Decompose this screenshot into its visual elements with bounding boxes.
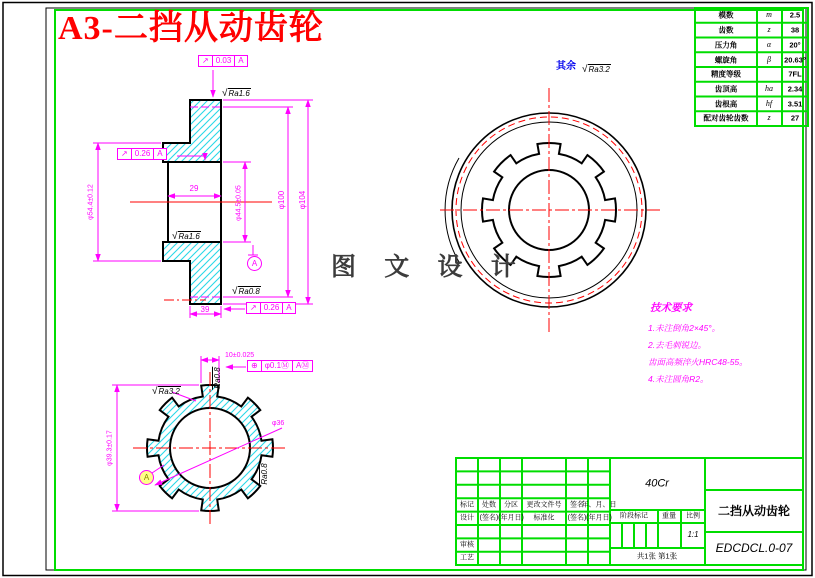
tech-note-line: 1.未注倒角2×45°。 (648, 323, 721, 333)
titleblock-cell: 设计 (460, 514, 474, 522)
position-icon: ⊕ (248, 361, 262, 371)
tolerance-value: 0.26 (261, 303, 284, 313)
dim-key-width: 10±0.025 (225, 352, 255, 359)
position-tolerance-frame (247, 360, 313, 372)
tolerance-datum: AⓂ (296, 361, 310, 370)
gear-param-value: 27 (790, 113, 800, 123)
titleblock-cell: 签名 (570, 501, 584, 509)
gear-param-symbol: hf (765, 99, 773, 108)
surface-finish-spline-top: √Ra3.2 (152, 386, 180, 397)
gear-param-value: 38 (790, 25, 800, 35)
part-name: 二挡从动齿轮 (717, 504, 791, 518)
surface-note-prefix: 其余 (556, 61, 576, 72)
main-section-view (130, 100, 272, 304)
gear-param-label: 齿顶高 (714, 84, 738, 94)
dim-bore-diameter: φ44.5±0.05 (235, 185, 243, 221)
gear-param-label: 齿根高 (714, 99, 738, 109)
stage-label: 阶段标记 (620, 512, 648, 520)
dim-tip-diameter: φ104 (298, 190, 307, 210)
material-spec: 40Cr (645, 477, 669, 490)
datum-a-symbol: A (247, 256, 262, 271)
dim-hub-diameter: φ54.4±0.12 (87, 184, 95, 220)
gear-param-value: 20° (789, 40, 801, 50)
tolerance-datum: A (238, 56, 244, 65)
gear-param-label: 配对齿轮齿数 (703, 113, 749, 123)
runout-icon: ↗ (247, 303, 261, 313)
front-view (440, 88, 660, 334)
runout-icon: ↗ (199, 56, 213, 66)
weight-label: 重量 (662, 512, 676, 520)
runout-icon: ↗ (118, 149, 132, 159)
gear-param-value: 2.34 (787, 84, 803, 94)
gear-param-value: 3.51 (787, 99, 803, 109)
surface-finish-icon: √ (152, 386, 158, 397)
gear-param-symbol: m (766, 10, 772, 19)
titleblock-cell: 更改文件号 (526, 501, 562, 509)
gear-param-value: 7FL (788, 69, 802, 79)
scale-label: 比例 (686, 512, 700, 520)
drawing-number: EDCDCL.0-07 (715, 541, 793, 555)
titleblock-cell: (年月日) (586, 514, 612, 522)
titleblock-cell: (年月日) (498, 514, 524, 522)
tech-note-line: 2.去毛刺锐边。 (648, 340, 707, 350)
surface-finish-top: √Ra1.6 (222, 88, 250, 99)
surface-finish-face: √Ra0.8 (232, 286, 260, 297)
dim-face-width: 29 (189, 184, 199, 193)
gear-param-label: 齿数 (718, 25, 734, 35)
page-title: A3-二挡从动齿轮 (58, 10, 324, 47)
gear-param-value: 20.63° (784, 55, 806, 65)
gear-param-label: 螺旋角 (714, 55, 738, 65)
runout-tolerance-frame-bottom (246, 302, 296, 314)
tolerance-datum: A (157, 149, 163, 158)
dim-pitch-diameter: φ100 (277, 190, 286, 210)
surface-finish-icon: √ (222, 88, 228, 99)
dim-major-diameter: φ39.3±0.17 (106, 430, 114, 466)
datum-a-target: A (139, 470, 154, 485)
dim-hub-width: 39 (200, 305, 210, 314)
surface-finish-icon: √ (582, 64, 588, 75)
titleblock-cell-shenhe: 审核 (460, 541, 474, 549)
page-frame (3, 3, 812, 576)
surface-finish-spline-flank1: Ra0.8 (213, 367, 222, 389)
tolerance-value: 0.26 (132, 149, 155, 159)
titleblock-cell: 标准化 (533, 514, 555, 522)
runout-tolerance-frame-top (198, 55, 248, 67)
sheet-count: 共1张 第1张 (636, 551, 678, 561)
gear-param-symbol: ha (765, 84, 773, 93)
surface-finish-general: √Ra3.2 (582, 64, 610, 75)
gear-param-label: 精度等级 (711, 69, 741, 79)
gear-param-symbol: β (767, 55, 771, 64)
gear-param-symbol: α (766, 40, 772, 49)
titleblock-cell: 处数 (482, 501, 496, 509)
tolerance-value: 0.03 (213, 56, 236, 66)
tolerance-datum: A (286, 303, 292, 312)
surface-finish-icon: √ (232, 286, 238, 297)
surface-finish-bore: √Ra1.6 (172, 231, 200, 242)
gear-param-symbol: z (767, 25, 771, 34)
tech-notes-title: 技术要求 (650, 302, 692, 314)
titleblock-cell: (签名) (567, 514, 587, 522)
titleblock-cell: 年、月、日 (581, 501, 617, 509)
titleblock-cell: 标记 (460, 501, 474, 509)
gear-param-label: 压力角 (714, 40, 738, 50)
gear-param-symbol: z (767, 113, 771, 122)
tech-note-line: 齿面高频淬火HRC48-55。 (648, 357, 748, 367)
tech-note-line: 4.未注圆角R2。 (648, 374, 709, 384)
gear-param-label: 模数 (718, 10, 734, 20)
watermark: 图 文 设 计 (331, 254, 527, 281)
surface-finish-spline-flank2: Ra0.8 (260, 463, 269, 485)
surface-finish-icon: √ (172, 231, 178, 242)
dim-minor-diameter: φ36 (272, 420, 285, 427)
titleblock-cell: 分区 (504, 501, 518, 509)
runout-tolerance-frame-left (117, 148, 167, 160)
titleblock-cell: (签名) (479, 514, 499, 522)
gear-param-value: 2.5 (789, 10, 801, 20)
scale-value: 1:1 (687, 530, 699, 539)
tolerance-value: φ0.1Ⓜ (262, 361, 293, 371)
titleblock-cell-gongyi: 工艺 (460, 554, 474, 562)
